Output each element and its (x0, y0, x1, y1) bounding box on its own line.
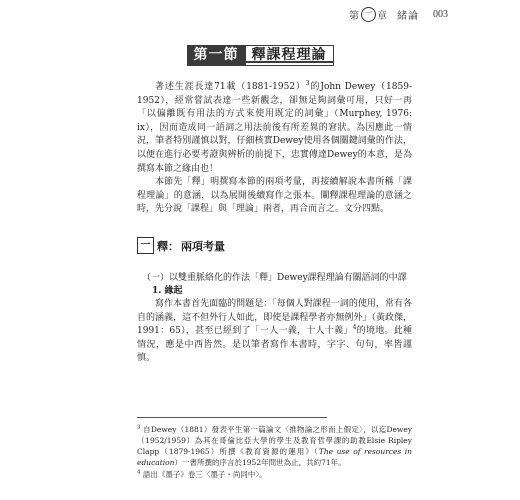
footnote-ref-4: 4 (352, 324, 357, 332)
point-heading: 1. 緣起 (152, 286, 183, 296)
paragraph-1-text-b: 的John Dewey（1859-1952），經常嘗試表達一些新觀念，卻無足夠詞彙可用，只好一再「以偏離既有用法的方式來使用既定的詞彙」（Murphey, 1976: ix），因而造成同一語詞之用法前後有所差異的窘狀。為因應此一情況，筆者特別謹慎以對，仔細核實Dewey使用各個關鍵詞彙的作法，以便在進行必要考證與辨析的前提下，忠實傳達Dewey的本意，是為撰寫本節之緣由也！ (137, 82, 412, 174)
footnotes (137, 424, 412, 481)
running-header (349, 7, 448, 22)
subsection-prefix: 釋： (157, 239, 179, 253)
subsection-title: 兩項考量 (181, 239, 225, 253)
footnote-4-text: 語出《墨子》卷三〈墨子・尚同中〉。 (142, 470, 267, 479)
intro-paragraphs (137, 81, 412, 217)
footnote-3-text-a: 自Dewey（1881）發表平生第一篇論文〈推物論之形而上假定〉，以迄Dewey（1952/1959）為其在哥倫比亞大學的學生及教育哲學課的助教Elsie Ripley Clapp（1879-1965）所撰《教育資源的運用》（ (137, 425, 412, 456)
footnote-3-text-b: ）一書所撰的序言於1952年問世為止，共約71年。 (174, 458, 346, 467)
paragraph-3 (137, 298, 412, 366)
subsection-heading (137, 237, 225, 254)
footnote-3 (137, 424, 412, 468)
footnote-mark-3: 3 (137, 424, 141, 431)
section-heading (0, 44, 520, 66)
paragraph-3-block (137, 298, 412, 366)
section-label: 第一節 (187, 45, 246, 66)
paragraph-2: 本節先「釋」明撰寫本節的兩項考量，再接續解說本書所稱「課程理論」的意涵，以為展開後續寫作之張本。闡釋課程理論的意涵之時，先分說「課程」與「理論」兩者，再合而言之。文分四點。 (137, 177, 412, 215)
paragraph-1 (137, 81, 412, 176)
chapter-title: 緒論 (397, 11, 419, 22)
footnote-ref-3: 3 (305, 80, 310, 87)
footnote-divider (137, 417, 327, 418)
numbered-heading: （一）以雙重脈絡化的作法「釋」Dewey課程理論有關語詞的中譯 (142, 273, 407, 283)
chapter-suffix: 章 (377, 11, 388, 22)
paragraph-3-text-b: 的境地。此種情況，應是中西皆然。是以筆者寫作本書時，字字、句句，率皆謹慎。 (137, 326, 412, 364)
page-number: 003 (433, 9, 448, 20)
footnote-3-italic-title: The use of resources in education (137, 447, 412, 467)
subsection-number: 一 (137, 237, 154, 254)
paragraph-1-text-a: 著述生涯長達71載（1881-1952） (155, 82, 306, 92)
chapter-prefix: 第 (349, 11, 360, 22)
paragraph-3-text-a: 寫作本書首先面臨的問題是：「每個人對課程一詞的使用，常有各自的涵義，這不但外行人如此，即使是課程學者亦無例外」（黃政傑，1991：65），甚至已經到了「一人一義，十人十義」 (137, 299, 412, 337)
section-title: 釋課程理論 (246, 45, 334, 66)
footnote-mark-4: 4 (137, 469, 141, 476)
chapter-number: 一 (361, 7, 376, 22)
footnote-4 (137, 469, 412, 480)
